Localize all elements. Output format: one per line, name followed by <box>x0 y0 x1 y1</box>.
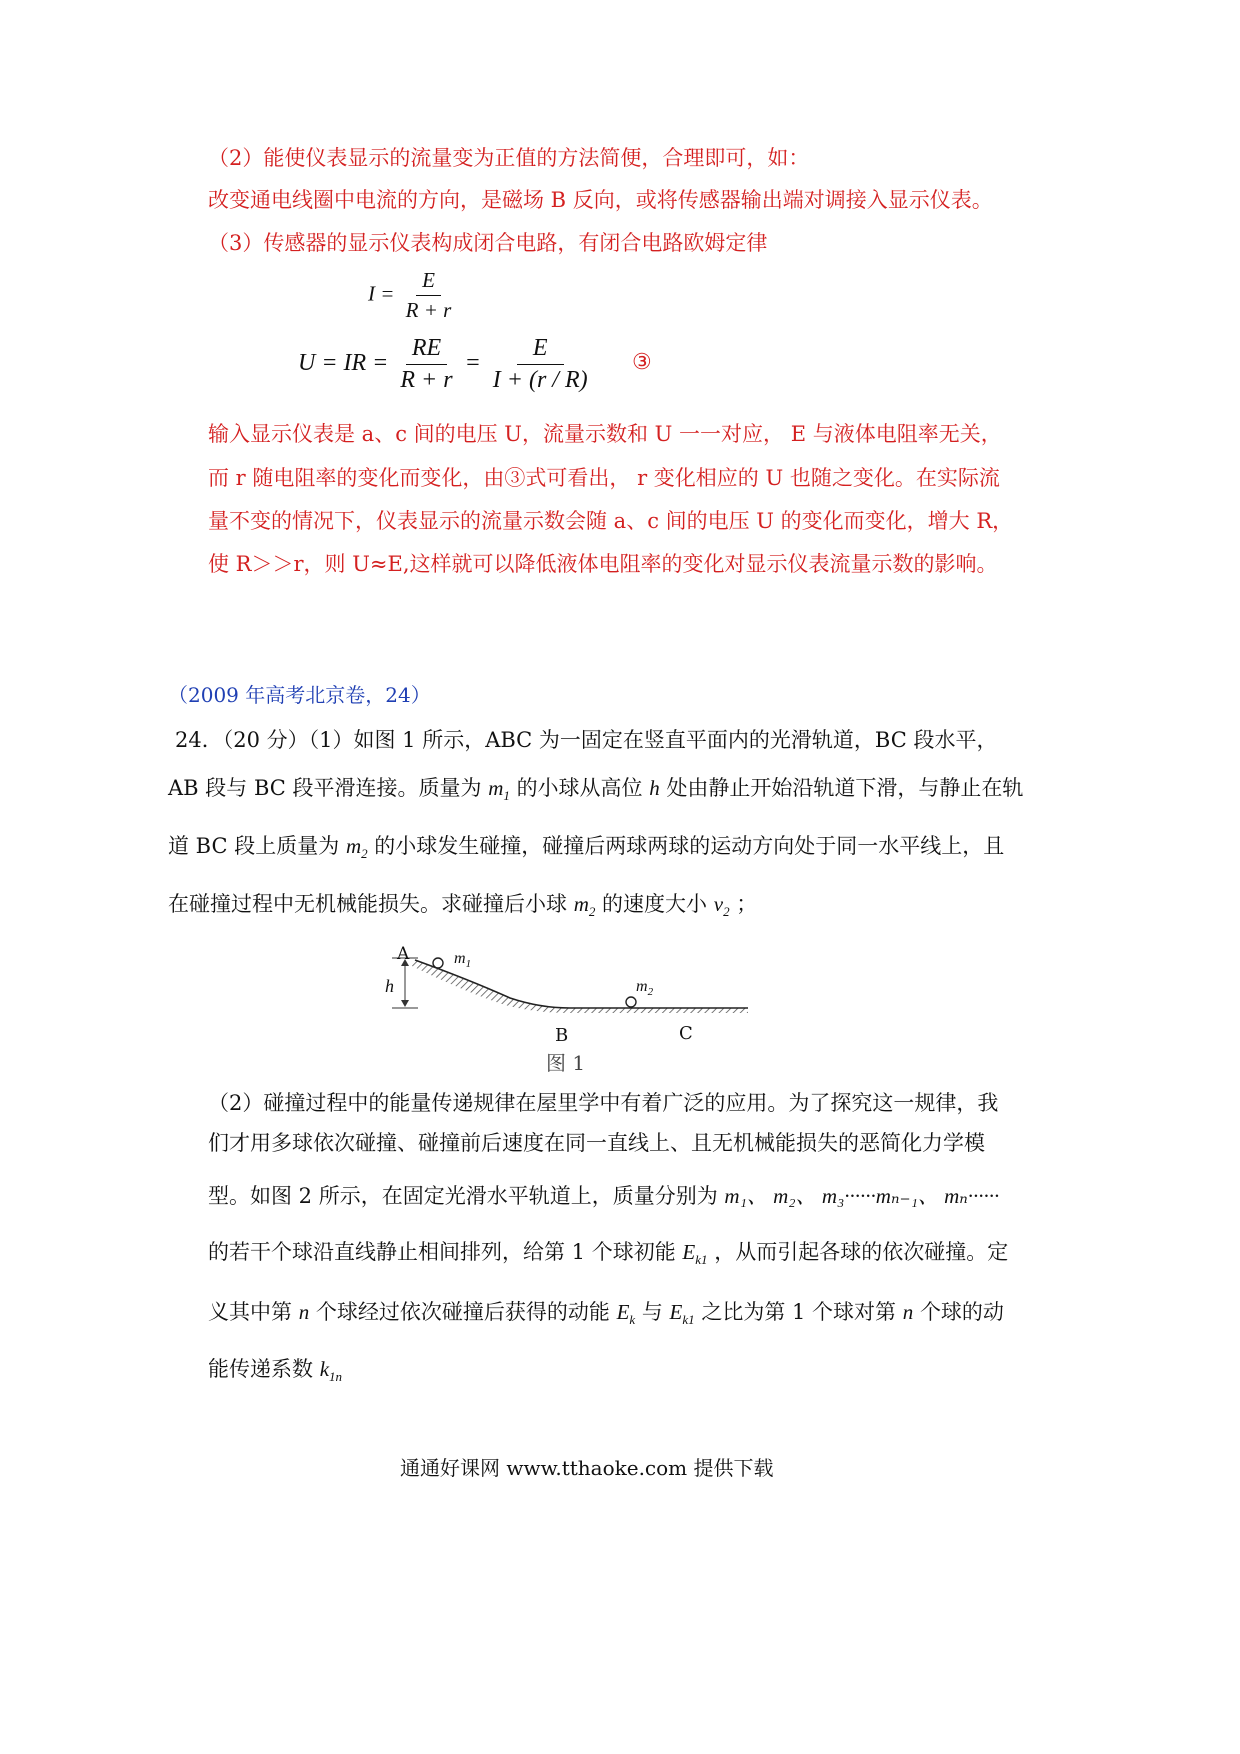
figure-label-b: B <box>555 1025 569 1046</box>
footer-credit: 通通好课网 www.tthaoke.com 提供下载 <box>400 1456 774 1480</box>
q2-line-2: 们才用多球依次碰撞、碰撞前后速度在同一直线上、且无机械能损失的恶简化力学模 <box>208 1131 985 1155</box>
answer-part2-body: 改变通电线圈中电流的方向，是磁场 B 反向，或将传感器输出端对调接入显示仪表。 <box>208 188 993 212</box>
figure-label-c: C <box>679 1023 693 1044</box>
equation-ohm-law <box>368 268 457 323</box>
masses-sequence: m₁、 m₂、 m₃······mₙ₋₁、 mₙ······ <box>724 1184 1000 1208</box>
answer-part3-heading: （3）传感器的显示仪表构成闭合电路，有闭合电路欧姆定律 <box>208 231 768 255</box>
explanation-line-1: 输入显示仪表是 a、c 间的电压 U，流量示数和 U 一一对应， E 与液体电阻率无关， <box>208 422 1002 446</box>
q2-line-6: 能传递系数 $k_{1n}$ <box>208 1357 343 1385</box>
q1-line-2: AB 段与 BC 段平滑连接。质量为 $m_1$ 的小球从高位 h 处由静止开始沿轨道下滑，与静止在轨 <box>168 776 1024 804</box>
equation-lhs: I = <box>368 281 395 306</box>
equation-voltage <box>298 335 594 394</box>
figure-label-h: h <box>385 976 394 996</box>
equation-lhs: U = IR = <box>298 350 389 377</box>
fraction: $\frac{E}{R + r}$ <box>405 268 452 322</box>
ball-m2 <box>626 997 636 1007</box>
q2-line-3: 型。如图 2 所示，在固定光滑水平轨道上，质量分别为 m₁、 m₂、 m₃······mₙ₋₁、 mₙ······ <box>208 1184 1000 1208</box>
fraction-1: $\frac{RE}{R + r}$ <box>400 335 453 393</box>
equation-tag: ③ <box>632 350 652 375</box>
q2-line-1: （2）碰撞过程中的能量传递规律在屋里学中有着广泛的应用。为了探究这一规律，我 <box>208 1091 999 1115</box>
figure-caption: 图 1 <box>546 1051 586 1075</box>
equals-sign: = <box>464 350 481 377</box>
q1-line-1: 24．（20 分）（1）如图 1 所示，ABC 为一固定在竖直平面内的光滑轨道，BC 段水平， <box>175 728 998 752</box>
explanation-line-2: 而 r 随电阻率的变化而变化，由③式可看出， r 变化相应的 U 也随之变化。在实际流 <box>208 466 1000 490</box>
figure-label-a: A <box>397 944 410 964</box>
fraction-2: $\frac{E}{I + (r / R)}$ <box>492 335 588 393</box>
ball-m1 <box>433 958 443 968</box>
figure-label-m2: $m_2$ <box>636 978 654 999</box>
q2-line-5: 义其中第 n 个球经过依次碰撞后获得的动能 $E_k$ 与 $E_{k1}$ 之比为第 1 个球对第 n 个球的动 <box>208 1300 1004 1328</box>
explanation-line-4: 使 R＞＞r，则 U≈E,这样就可以降低液体电阻率的变化对显示仪表流量示数的影响。 <box>208 552 998 576</box>
q2-line-4: 的若干个球沿直线静止相间排列，给第 1 个球初能 $E_{k1}$ ，从而引起各球的依次碰撞。定 <box>208 1240 1009 1268</box>
explanation-line-3: 量不变的情况下，仪表显示的流量示数会随 a、c 间的电压 U 的变化而变化，增大 R， <box>208 509 1014 533</box>
figure-label-m1: $m_1$ <box>454 950 472 971</box>
q1-line-3: 道 BC 段上质量为 $m_2$ 的小球发生碰撞，碰撞后两球两球的运动方向处于同一水平线上，且 <box>168 834 1005 862</box>
q1-line-4: 在碰撞过程中无机械能损失。求碰撞后小球 $m_2$ 的速度大小 $v_2$ ； <box>168 892 758 920</box>
answer-part2-heading: （2）能使仪表显示的流量变为正值的方法简便，合理即可，如： <box>208 146 810 170</box>
question-source: （2009 年高考北京卷，24） <box>168 683 431 707</box>
height-arrow-head-down <box>401 1000 409 1007</box>
